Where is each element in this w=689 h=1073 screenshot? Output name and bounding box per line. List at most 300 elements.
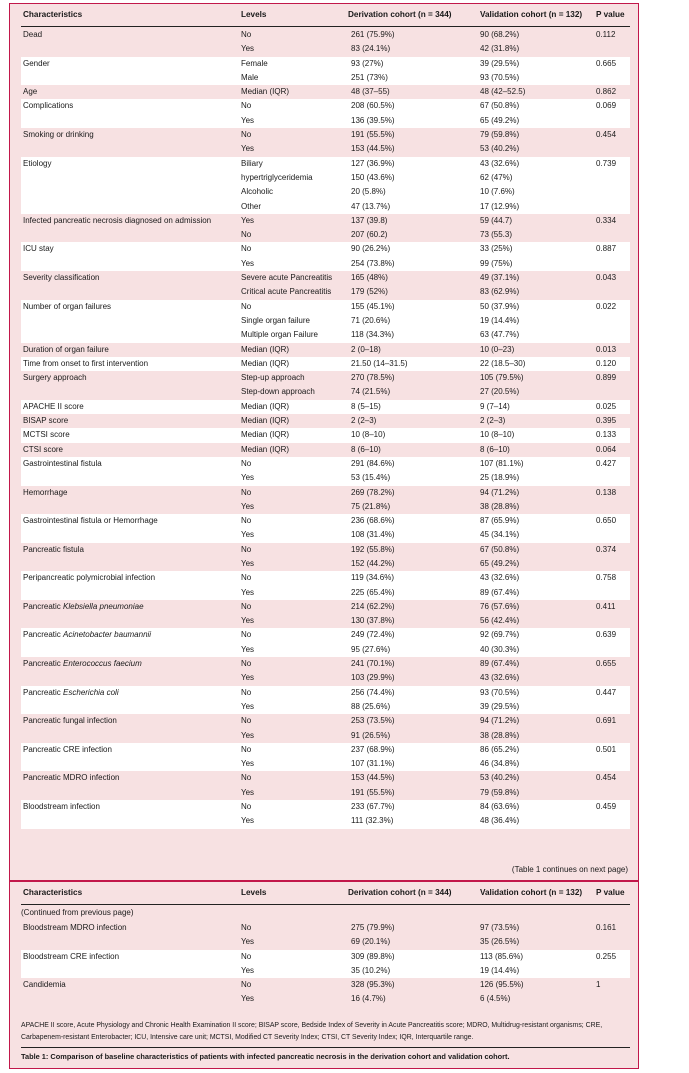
p-value: 0.120 [596, 358, 617, 368]
level: Yes [241, 673, 255, 683]
characteristic-name [23, 242, 54, 255]
validation-value: 67 (50.8%) [480, 101, 520, 111]
characteristic-label: Pancreatic fistula [23, 544, 84, 554]
level: No [241, 230, 252, 240]
validation-value: 86 (65.2%) [480, 744, 520, 754]
table-row [21, 400, 630, 414]
characteristic-label: Infected pancreatic necrosis diagnosed on admission [23, 215, 212, 225]
level: No [241, 980, 252, 990]
table-row [21, 57, 630, 71]
header-pvalue: P value [596, 888, 625, 897]
characteristic-name [23, 414, 68, 427]
validation-value: 62 (47%) [480, 172, 513, 182]
table-row [21, 964, 630, 978]
table-group [21, 414, 630, 428]
characteristic-label: Hemorrhage [23, 487, 68, 497]
level: Multiple organ Failure [241, 330, 318, 340]
table-row [21, 757, 630, 771]
p-value: 0.025 [596, 401, 617, 411]
validation-value: 49 (37.1%) [480, 273, 520, 283]
derivation-value: 249 (72.4%) [351, 630, 395, 640]
characteristic-label: Severity classification [23, 273, 100, 283]
validation-value: 27 (20.5%) [480, 387, 520, 397]
table-row [21, 385, 630, 399]
derivation-value: 16 (4.7%) [351, 994, 386, 1004]
level: No [241, 601, 252, 611]
validation-value: 9 (7–14) [480, 401, 510, 411]
validation-value: 48 (42–52.5) [480, 87, 526, 97]
table-row [21, 514, 630, 528]
validation-value: 43 (32.6%) [480, 573, 520, 583]
table-row [21, 471, 630, 485]
characteristic-label: Pancreatic MDRO infection [23, 773, 120, 783]
level: Median (IQR) [241, 416, 290, 426]
derivation-value: 136 (39.5%) [351, 115, 395, 125]
characteristic-name [23, 85, 37, 98]
characteristic-name [23, 486, 67, 499]
table-row [21, 214, 630, 228]
validation-value: 126 (95.5%) [480, 980, 524, 990]
p-value: 0.043 [596, 273, 617, 283]
level: Median (IQR) [241, 401, 290, 411]
validation-value: 63 (47.7%) [480, 330, 520, 340]
derivation-value: 241 (70.1%) [351, 659, 395, 669]
derivation-value: 10 (8–10) [351, 430, 386, 440]
characteristic-name [23, 771, 119, 784]
level: Yes [241, 530, 255, 540]
table-row [21, 743, 630, 757]
derivation-value: 8 (6–10) [351, 444, 381, 454]
level: No [241, 516, 252, 526]
p-value: 0.013 [596, 344, 617, 354]
table-group [21, 800, 630, 829]
derivation-value: 21.50 (14–31.5) [351, 358, 408, 368]
characteristic-label: BISAP score [23, 416, 69, 426]
table-row [21, 228, 630, 242]
table-group [21, 514, 630, 543]
table-row [21, 486, 630, 500]
p-value: 0.255 [596, 951, 617, 961]
p-value: 0.691 [596, 716, 617, 726]
table-group [21, 242, 630, 271]
p-value: 0.665 [596, 58, 617, 68]
characteristic-name [23, 628, 151, 641]
characteristic-name [23, 457, 102, 470]
characteristic-name [23, 978, 66, 991]
characteristic-label: Peripancreatic polymicrobial infection [23, 573, 156, 583]
derivation-value: 107 (31.1%) [351, 759, 395, 769]
validation-value: 10 (7.6%) [480, 187, 515, 197]
validation-value: 43 (32.6%) [480, 673, 520, 683]
table-group [21, 371, 630, 400]
p-value: 0.862 [596, 87, 617, 97]
validation-value: 87 (65.9%) [480, 516, 520, 526]
table-row [21, 271, 630, 285]
level: Median (IQR) [241, 344, 290, 354]
table-row [21, 729, 630, 743]
derivation-value: 192 (55.8%) [351, 544, 395, 554]
level: Yes [241, 994, 255, 1004]
p-value: 0.447 [596, 687, 617, 697]
derivation-value: 261 (75.9%) [351, 30, 395, 39]
validation-value: 92 (69.7%) [480, 630, 520, 640]
level: Severe acute Pancreatitis [241, 273, 333, 283]
level: No [241, 773, 252, 783]
table-row [21, 814, 630, 828]
derivation-value: 20 (5.8%) [351, 187, 386, 197]
characteristic-name [23, 800, 100, 813]
validation-value: 59 (44.7) [480, 215, 513, 225]
level: No [241, 101, 252, 111]
p-value: 0.138 [596, 487, 617, 497]
table-row [21, 142, 630, 156]
table-row [21, 614, 630, 628]
table-group [21, 743, 630, 772]
p-value: 0.374 [596, 544, 617, 554]
derivation-value: 95 (27.6%) [351, 644, 391, 654]
derivation-value: 165 (48%) [351, 273, 388, 283]
level: Yes [241, 44, 255, 54]
derivation-value: 208 (60.5%) [351, 101, 395, 111]
table-row [21, 671, 630, 685]
table-row [21, 343, 630, 357]
level: No [241, 923, 252, 932]
characteristic-name [23, 357, 148, 370]
derivation-value: 191 (55.5%) [351, 787, 395, 797]
table-header [21, 10, 630, 27]
characteristic-label: Pancreatic CRE infection [23, 744, 112, 754]
table-row [21, 28, 630, 42]
table-row [21, 992, 630, 1006]
table-group [21, 28, 630, 57]
header-levels: Levels [241, 10, 267, 19]
characteristic-label: Bloodstream infection [23, 802, 100, 812]
table-group [21, 85, 630, 99]
table-row [21, 357, 630, 371]
validation-value: 90 (68.2%) [480, 30, 520, 39]
validation-value: 79 (59.8%) [480, 787, 520, 797]
derivation-value: 251 (73%) [351, 72, 388, 82]
level: hypertriglyceridemia [241, 172, 313, 182]
p-value: 0.112 [596, 30, 616, 39]
characteristic-name [23, 99, 73, 112]
table-row [21, 543, 630, 557]
validation-value: 56 (42.4%) [480, 616, 520, 626]
derivation-value: 254 (73.8%) [351, 258, 395, 268]
validation-value: 43 (32.6%) [480, 158, 520, 168]
p-value: 0.411 [596, 601, 616, 611]
characteristic-label: MCTSI score [23, 430, 70, 440]
validation-value: 65 (49.2%) [480, 558, 520, 568]
derivation-value: 207 (60.2) [351, 230, 388, 240]
characteristic-label: Surgery approach [23, 373, 87, 383]
derivation-value: 8 (5–15) [351, 401, 381, 411]
derivation-value: 119 (34.6%) [351, 573, 394, 583]
derivation-value: 137 (39.8) [351, 215, 388, 225]
table-row [21, 71, 630, 85]
table-row [21, 586, 630, 600]
p-value: 0.650 [596, 516, 617, 526]
derivation-value: 153 (44.5%) [351, 773, 395, 783]
p-value: 1 [596, 980, 601, 990]
characteristic-name [23, 28, 42, 41]
characteristic-name [23, 300, 111, 313]
p-value: 0.069 [596, 101, 617, 111]
p-value: 0.758 [596, 573, 617, 583]
characteristic-label: Dead [23, 30, 43, 39]
level: Yes [241, 787, 255, 797]
p-value: 0.639 [596, 630, 617, 640]
header-pvalue: P value [596, 10, 625, 19]
level: No [241, 802, 252, 812]
table-row [21, 99, 630, 113]
p-value: 0.022 [596, 301, 617, 311]
validation-value: 25 (18.9%) [480, 473, 520, 483]
table-group [21, 300, 630, 343]
derivation-value: 75 (21.8%) [351, 501, 391, 511]
table-row [21, 171, 630, 185]
validation-value: 93 (70.5%) [480, 72, 520, 82]
continues-note: (Table 1 continues on next page) [511, 865, 628, 874]
validation-value: 113 (85.6%) [480, 951, 523, 961]
validation-value: 38 (28.8%) [480, 501, 520, 511]
footnote: APACHE II score, Acute Physiology and Chronic Health Examination II score; BISAP score, Bedside Index of Severity in Acute Pancreatitis score; MDRO, Multidrug-resistant organisms; CRE, Carbapenem-resistant Enterobacter; ICU, Intensive care unit; MCTSI, Modified CT Severity Index; CTSI, CT Severity Index; IQR, Interquartile range. [21, 1022, 603, 1041]
characteristic-label: Pancreatic [23, 601, 61, 611]
level: Yes [241, 730, 255, 740]
p-value: 0.899 [596, 373, 617, 383]
characteristic-label: Pancreatic [23, 630, 61, 640]
header-validation: Validation cohort (n = 132) [480, 888, 583, 897]
table-row [21, 428, 630, 442]
characteristic-name [23, 600, 144, 613]
table-group [21, 128, 630, 157]
validation-value: 53 (40.2%) [480, 773, 520, 783]
validation-value: 65 (49.2%) [480, 115, 520, 125]
level: No [241, 244, 252, 254]
p-value: 0.454 [596, 773, 617, 783]
level: Male [241, 72, 259, 82]
table-row [21, 800, 630, 814]
derivation-value: 90 (26.2%) [351, 244, 391, 254]
validation-value: 50 (37.9%) [480, 301, 520, 311]
level: No [241, 630, 252, 640]
characteristic-name [23, 950, 119, 963]
organism-name: Escherichia coli [63, 687, 119, 697]
level: No [241, 573, 252, 583]
validation-value: 33 (25%) [480, 244, 513, 254]
table-group [21, 686, 630, 715]
table-body-2 [21, 906, 630, 1007]
derivation-value: 275 (79.9%) [351, 923, 395, 932]
validation-value: 10 (0–23) [480, 344, 515, 354]
characteristic-name [23, 657, 142, 670]
level: Median (IQR) [241, 430, 290, 440]
validation-value: 94 (71.2%) [480, 716, 520, 726]
derivation-value: 233 (67.7%) [351, 802, 395, 812]
table-row [21, 686, 630, 700]
derivation-value: 93 (27%) [351, 58, 384, 68]
table-row [21, 528, 630, 542]
table-group [21, 343, 630, 357]
organism-name: Enterococcus faecium [63, 659, 142, 669]
table-row [21, 628, 630, 642]
derivation-value: 103 (29.9%) [351, 673, 395, 683]
level: Yes [241, 501, 255, 511]
derivation-value: 2 (2–3) [351, 416, 377, 426]
table-group [21, 950, 630, 979]
derivation-value: 127 (36.9%) [351, 158, 395, 168]
derivation-value: 47 (13.7%) [351, 201, 391, 211]
p-value: 0.655 [596, 659, 617, 669]
level: No [241, 487, 252, 497]
table-row [21, 157, 630, 171]
derivation-value: 269 (78.2%) [351, 487, 395, 497]
derivation-value: 225 (65.4%) [351, 587, 395, 597]
continued-from-note: (Continued from previous page) [21, 908, 134, 917]
validation-value: 89 (67.4%) [480, 587, 520, 597]
level: No [241, 301, 252, 311]
derivation-value: 130 (37.8%) [351, 616, 395, 626]
level: Yes [241, 115, 255, 125]
level: No [241, 716, 252, 726]
validation-value: 79 (59.8%) [480, 130, 520, 140]
header-validation: Validation cohort (n = 132) [480, 10, 583, 19]
derivation-value: 155 (45.1%) [351, 301, 395, 311]
derivation-value: 35 (10.2%) [351, 965, 391, 975]
p-value: 0.887 [596, 244, 617, 254]
characteristic-name [23, 428, 70, 441]
header-derivation: Derivation cohort (n = 344) [348, 888, 452, 897]
characteristic-name [23, 714, 117, 727]
validation-value: 93 (70.5%) [480, 687, 520, 697]
derivation-value: 91 (26.5%) [351, 730, 391, 740]
characteristic-label: Etiology [23, 158, 52, 168]
table-group [21, 657, 630, 686]
characteristic-name [23, 371, 87, 384]
derivation-value: 108 (31.4%) [351, 530, 395, 540]
header-characteristics: Characteristics [23, 888, 83, 897]
table-group [21, 443, 630, 457]
derivation-value: 48 (37–55) [351, 87, 390, 97]
validation-value: 39 (29.5%) [480, 58, 520, 68]
level: Step-up approach [241, 373, 305, 383]
characteristic-name [23, 921, 127, 934]
level: Alcoholic [241, 187, 274, 197]
p-value: 0.161 [596, 923, 617, 932]
validation-value: 17 (12.9%) [480, 201, 520, 211]
level: No [241, 951, 252, 961]
table-row [21, 300, 630, 314]
organism-name: Acinetobacter baumannii [63, 630, 152, 640]
level: Other [241, 201, 262, 211]
table-row [21, 786, 630, 800]
table-group [21, 978, 630, 1007]
p-value: 0.454 [596, 130, 617, 140]
validation-value: 6 (4.5%) [480, 994, 511, 1004]
table-row [21, 200, 630, 214]
derivation-value: 150 (43.6%) [351, 172, 395, 182]
derivation-value: 83 (24.1%) [351, 44, 391, 54]
table-group [21, 428, 630, 442]
level: Yes [241, 816, 255, 826]
characteristic-label: Smoking or drinking [23, 130, 94, 140]
derivation-value: 270 (78.5%) [351, 373, 395, 383]
validation-value: 46 (34.8%) [480, 759, 520, 769]
table-group [21, 486, 630, 515]
characteristic-name [23, 400, 84, 413]
derivation-value: 291 (84.6%) [351, 458, 395, 468]
characteristic-label: Pancreatic [23, 659, 61, 669]
table-row [21, 42, 630, 56]
table-group [21, 400, 630, 414]
p-value: 0.133 [596, 430, 617, 440]
table-row [21, 328, 630, 342]
level: Yes [241, 558, 255, 568]
table-row [21, 414, 630, 428]
validation-value: 39 (29.5%) [480, 701, 520, 711]
level: Yes [241, 759, 255, 769]
derivation-value: 328 (95.3%) [351, 980, 395, 990]
characteristic-label: Duration of organ failure [23, 344, 109, 354]
table-caption: Table 1: Comparison of baseline characteristics of patients with infected pancreatic necrosis in the derivation cohort and validation cohort. [21, 1047, 630, 1061]
table-row [21, 114, 630, 128]
characteristic-label: Pancreatic fungal infection [23, 716, 117, 726]
table-group [21, 543, 630, 572]
table-row [21, 571, 630, 585]
level: Yes [241, 644, 255, 654]
validation-value: 19 (14.4%) [480, 965, 520, 975]
header-levels: Levels [241, 888, 267, 897]
table-group [21, 571, 630, 600]
characteristic-label: Complications [23, 101, 74, 111]
characteristic-name [23, 443, 63, 456]
table-header-continued [21, 888, 630, 905]
table-part-2 [9, 881, 639, 1069]
table-group [21, 771, 630, 800]
level: Median (IQR) [241, 444, 290, 454]
validation-value: 83 (62.9%) [480, 287, 520, 297]
level: Critical acute Pancreatitis [241, 287, 332, 297]
p-value: 0.395 [596, 416, 617, 426]
table-row [21, 657, 630, 671]
validation-value: 48 (36.4%) [480, 816, 520, 826]
table-row [21, 643, 630, 657]
characteristic-label: Age [23, 87, 38, 97]
validation-value: 67 (50.8%) [480, 544, 520, 554]
level: Yes [241, 258, 255, 268]
table-group [21, 714, 630, 743]
derivation-value: 179 (52%) [351, 287, 388, 297]
validation-value: 73 (55.3) [480, 230, 513, 240]
validation-value: 84 (63.6%) [480, 802, 520, 812]
validation-value: 99 (75%) [480, 258, 513, 268]
table-row [21, 285, 630, 299]
characteristic-label: Bloodstream MDRO infection [23, 923, 127, 932]
characteristic-name [23, 514, 158, 527]
derivation-value: 253 (73.5%) [351, 716, 395, 726]
validation-value: 53 (40.2%) [480, 144, 520, 154]
level: Yes [241, 965, 255, 975]
p-value: 0.334 [596, 215, 617, 225]
table-group [21, 214, 630, 243]
characteristic-name [23, 686, 119, 699]
derivation-value: 69 (20.1%) [351, 937, 391, 947]
validation-value: 2 (2–3) [480, 416, 506, 426]
characteristic-label: CTSI score [23, 444, 64, 454]
characteristic-name [23, 343, 109, 356]
level: Yes [241, 473, 255, 483]
derivation-value: 256 (74.4%) [351, 687, 395, 697]
